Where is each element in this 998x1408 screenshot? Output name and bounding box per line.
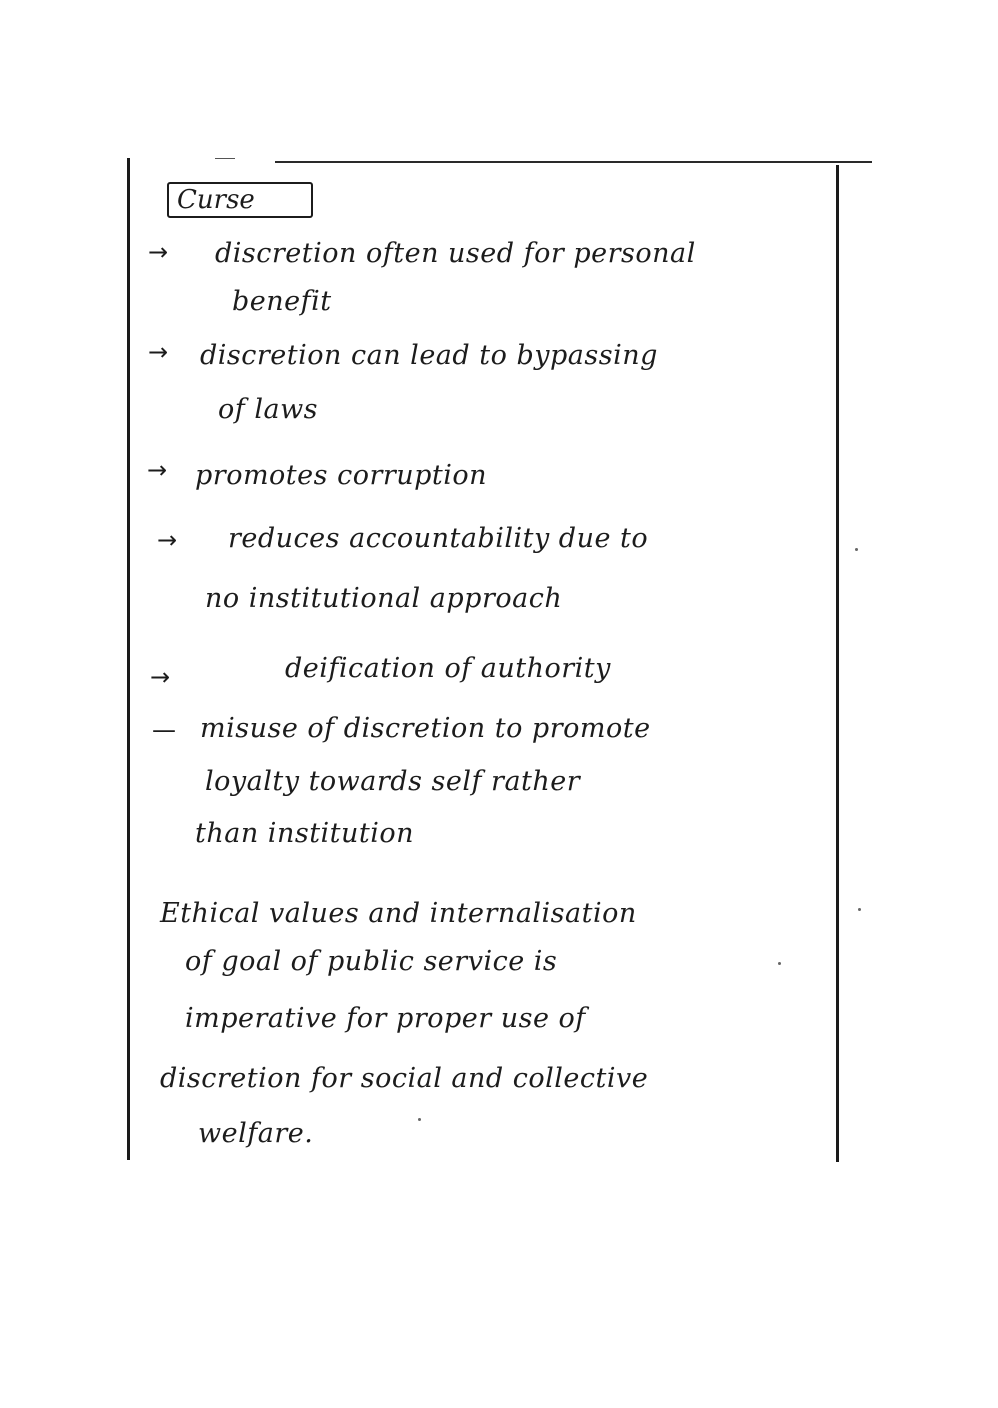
top-border-line (275, 161, 872, 163)
conclusion-line-5: welfare. (198, 1118, 314, 1149)
point-2-line-1: discretion can lead to bypassing (200, 340, 658, 371)
point-5-line-1: deification of authority (285, 653, 611, 684)
point-4-line-1: reduces accountability due to (228, 523, 649, 554)
bullet-arrow: → (148, 338, 169, 366)
top-rule-stub (215, 158, 235, 159)
ink-speck (858, 908, 861, 911)
ink-speck (855, 548, 858, 551)
conclusion-line-2: of goal of public service is (185, 946, 558, 977)
conclusion-line-3: imperative for proper use of (185, 1003, 586, 1034)
left-margin-line (127, 158, 130, 1160)
bullet-arrow: → (148, 238, 169, 266)
point-1-line-2: benefit (232, 286, 332, 317)
point-6-line-1: misuse of discretion to promote (200, 713, 651, 744)
bullet-arrow: → (157, 526, 178, 554)
point-6-line-2: loyalty towards self rather (205, 766, 581, 797)
point-1-line-1: discretion often used for personal (215, 238, 696, 269)
point-2-line-2: of laws (218, 394, 319, 425)
bullet-arrow: → (147, 456, 168, 484)
heading-curse: Curse (177, 185, 255, 215)
heading-box (167, 182, 313, 218)
ink-speck (418, 1118, 421, 1121)
bullet-dash: — (152, 716, 176, 744)
point-6-line-3: than institution (195, 818, 415, 849)
ink-speck (778, 962, 781, 965)
point-3-line-1: promotes corruption (195, 460, 488, 491)
conclusion-line-4: discretion for social and collective (160, 1063, 649, 1094)
point-4-line-2: no institutional approach (205, 583, 563, 614)
conclusion-line-1: Ethical values and internalisation (160, 898, 637, 929)
bullet-arrow: → (150, 663, 171, 691)
right-margin-line (836, 165, 839, 1162)
